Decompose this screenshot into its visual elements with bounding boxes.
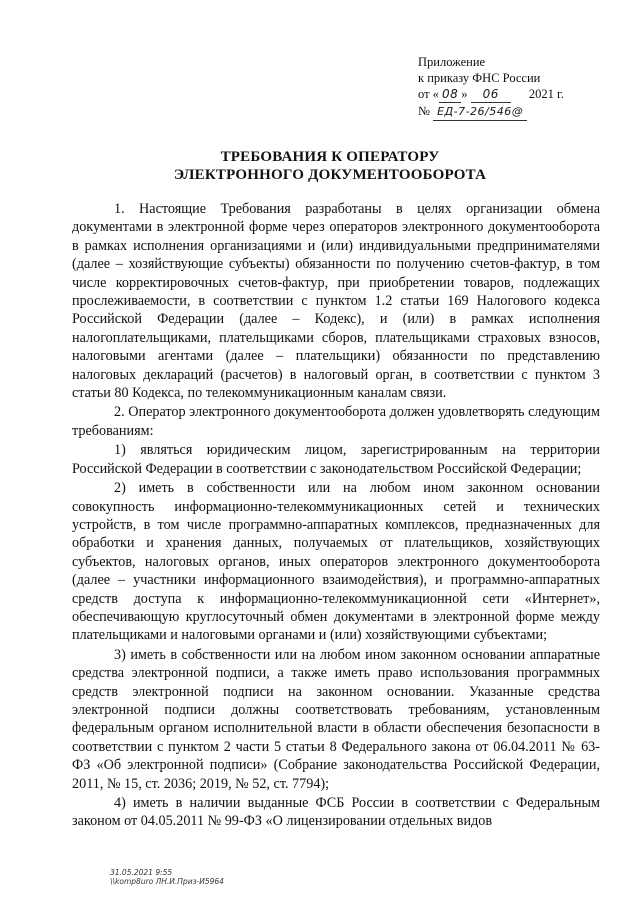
appendix-number [418, 103, 618, 121]
appendix-order-ref: к приказу ФНС России [418, 71, 541, 85]
document-title [60, 148, 600, 184]
footer-timestamp: 31.05.2021 9:55 [110, 868, 173, 877]
appendix-date [418, 86, 618, 103]
paragraph-2-item-1: 1) являться юридическим лицом, зарегистрированным на территории Российской Федерации в соответствии с законодательством Российской Федерации; [72, 442, 600, 477]
appendix-block [418, 54, 618, 121]
appendix-label: Приложение [418, 55, 486, 69]
paragraph-2: 2. Оператор электронного документооборота должен удовлетворять следующим требованиям: [72, 404, 600, 439]
handwritten-day: 08 [439, 86, 461, 103]
date-year: 2021 г. [528, 87, 564, 101]
title-line-1: ТРЕБОВАНИЯ К ОПЕРАТОРУ [220, 149, 440, 165]
paragraph-1: 1. Настоящие Требования разработаны в целях организации обмена документами в электронной форме через операторов электронного документооборота в рамках исполнения организациями и (или) индивидуальными предпринимателями (далее – хозяйствующие субъекты) обязанности по получению счетов-фактур, в том числе корректировочных счетов-фактур, при приобретении товаров, подлежащих прослеживаемости, в соответствии с пунктом 1.2 статьи 169 Налогового кодекса Российской Федерации (далее – Кодекс), и (или) в рамках исполнения налогоплательщиками, плательщиками сборов, плательщиками страховых взносов, налоговыми агентами (далее – плательщики) обязанности по представлению налоговых деклараций (расчетов) в налоговый орган, в соответствии с пунктом 3 статьи 80 Кодекса, по телекоммуникационным каналам связи. [72, 201, 600, 402]
number-prefix: № [418, 104, 430, 118]
title-line-2: ЭЛЕКТРОННОГО ДОКУМЕНТООБОРОТА [173, 167, 487, 183]
date-mid: » [461, 87, 468, 101]
document-body [72, 200, 600, 832]
paragraph-2-item-2: 2) иметь в собственности или на любом ином законном основании совокупность информационно-телекоммуникационных сетей и технических устройств, в том числе программно-аппаратных комплексов, предназначенных для обработки и хранения данных, получаемых от плательщиков, хозяйствующих субъектов, налоговых органов, иных операторов электронного документооборота (далее – участники информационного взаимодействия), и программно-аппаратных средств доступа к информационно-телекоммуникационной сети «Интернет», обеспечивающую круглосуточный обмен документами в электронной форме между плательщиками и налоговыми органами и (или) хозяйствующими субъектами; [72, 480, 600, 644]
footer-path: \\komp8uro ЛН.И.Приз-И5964 [110, 877, 224, 886]
paragraph-2-item-3: 3) иметь в собственности или на любом ином законном основании аппаратные средства электронной подписи, а также иметь право использования программных средств электронной подписи на законном основании. Указанные средства электронной подписи должны соответствовать требованиям, установленным федеральным органом исполнительной власти в области обеспечения безопасности в соответствии с пунктом 2 части 5 статьи 8 Федерального закона от 06.04.2011 № 63-ФЗ «Об электронной подписи» (Собрание законодательства Российской Федерации, 2011, № 15, ст. 2036; 2019, № 52, ст. 7794); [72, 646, 600, 792]
print-footer [110, 868, 224, 886]
handwritten-month: 06 [471, 86, 511, 103]
paragraph-2-item-4: 4) иметь в наличии выданные ФСБ России в соответствии с Федеральным законом от 04.05.2011 № 99-ФЗ «О лицензировании отдельных видов [72, 795, 600, 830]
date-prefix: от « [418, 87, 439, 101]
handwritten-number: ЕД-7-26/546@ [433, 104, 527, 121]
